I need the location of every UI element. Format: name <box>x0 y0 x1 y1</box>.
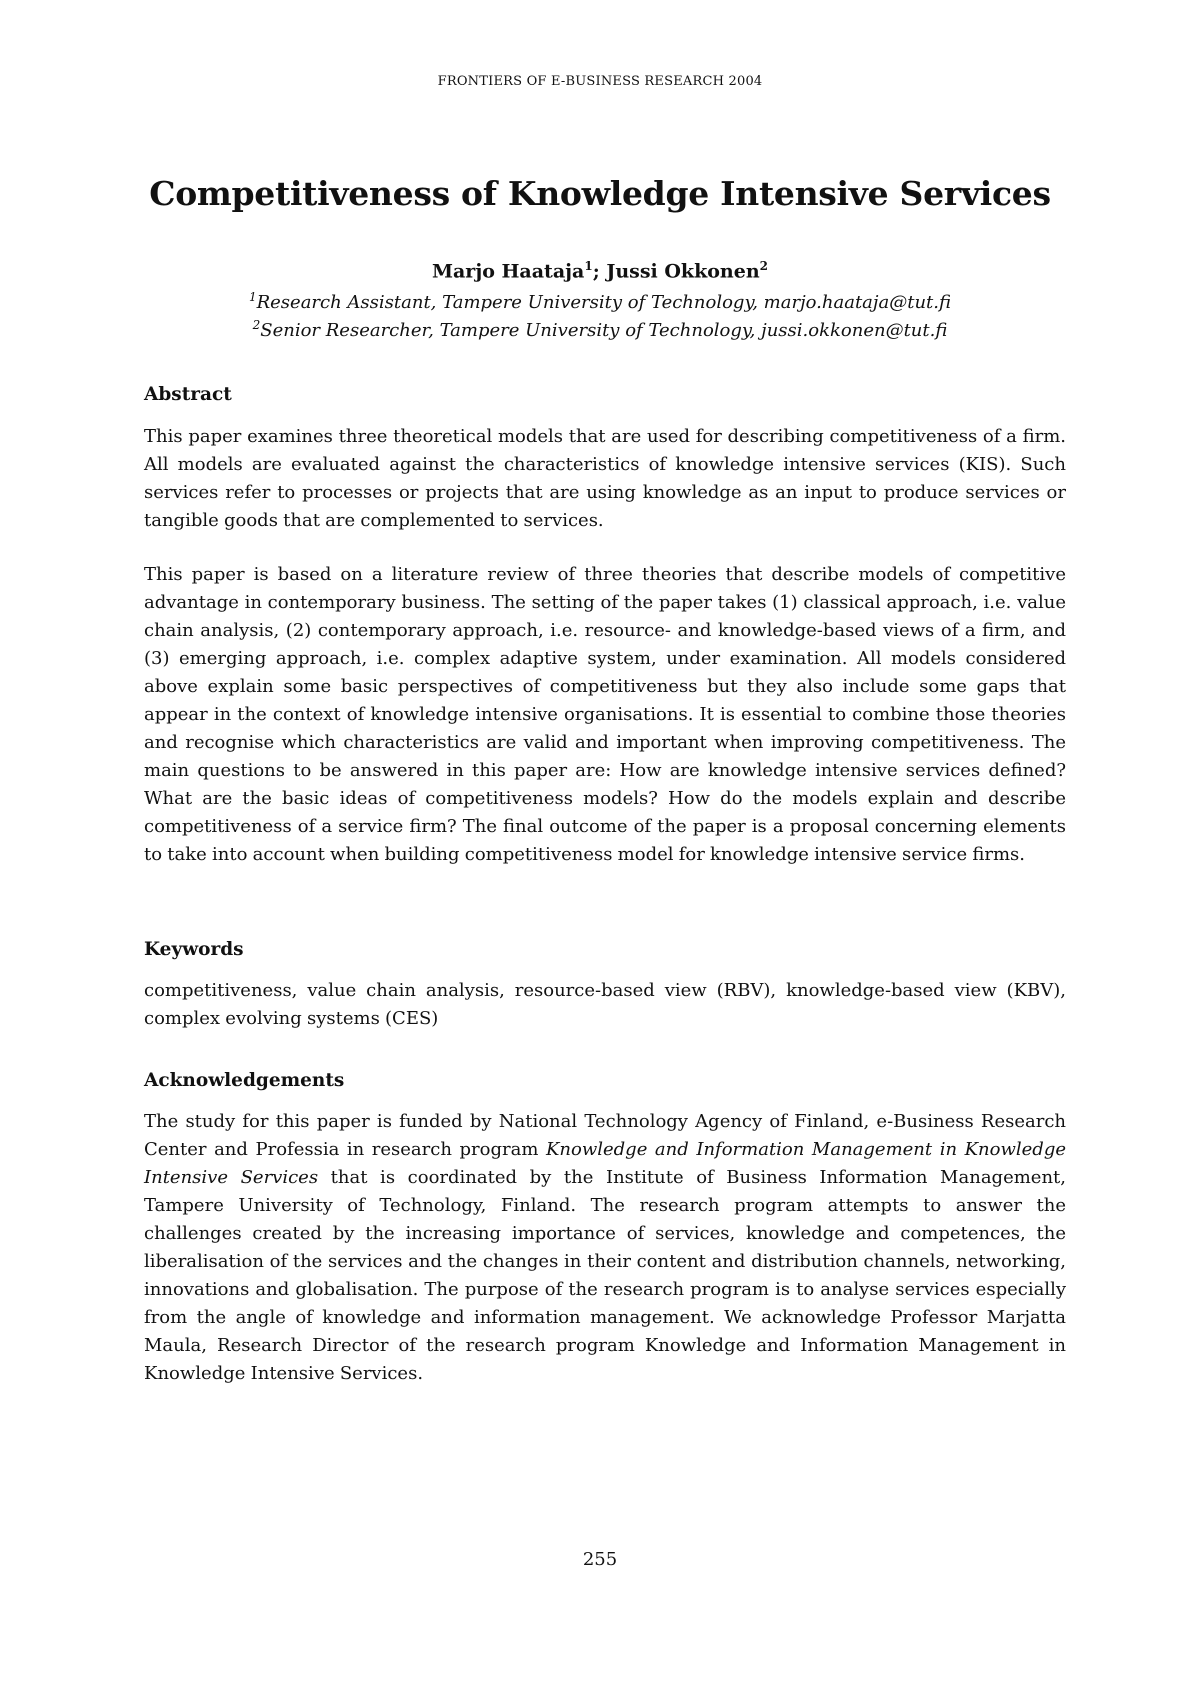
section-heading: Keywords <box>144 939 244 960</box>
keywords-section-heading <box>144 939 1066 960</box>
body-paragraph: This paper examines three theoretical models that are used for describing competitiveness of a firm. All models are evaluated against the characteristics of knowledge intensive services (KIS). Such services refer to processes or projects that are using knowledge as an input to produce services or tangible goods that are complemented to services. <box>144 426 1066 531</box>
affiliation-text: Senior Researcher, Tampere University of Technology, jussi.okkonen@tut.fi <box>260 320 948 341</box>
author-line <box>100 259 1100 282</box>
abstract-section-heading <box>144 384 1066 405</box>
author-separator: ; <box>592 260 607 283</box>
keywords-paragraph <box>144 977 1066 1033</box>
affiliation-text: Research Assistant, Tampere University of Technology, marjo.haataja@tut.fi <box>256 292 952 313</box>
body-paragraph <box>144 1108 1066 1388</box>
author-mark: 1 <box>584 259 593 273</box>
affiliation <box>100 290 1100 313</box>
page-number: 255 <box>582 1549 618 1570</box>
author-mark: 2 <box>759 259 769 273</box>
abstract-paragraph-2 <box>144 561 1066 869</box>
section-heading: Acknowledgements <box>144 1070 345 1091</box>
ack-text-after: that is coordinated by the Institute of Business Information Management, Tampere University of Technology, Finland. The research program attempts to answer the challenges created by the increasing importance of services, knowledge and competences, the liberalisation of the services and the changes in their content and distribution channels, networking, innovations and globalisation. The purpose of the research program is to analyse services especially from the angle of knowledge and information management. We acknowledge Professor Marjatta Maula, Research Director of the research program Knowledge and Information Management in Knowledge Intensive Services. <box>144 1167 1066 1384</box>
body-paragraph: competitiveness, value chain analysis, resource-based view (RBV), knowledge-based view (KBV), complex evolving systems (CES) <box>144 980 1066 1029</box>
body-paragraph: This paper is based on a literature review of three theories that describe models of competitive advantage in contemporary business. The setting of the paper takes (1) classical approach, i.e. value chain analysis, (2) contemporary approach, i.e. resource- and knowledge-based views of a firm, and (3) emerging approach, i.e. complex adaptive system, under examination. All models considered above explain some basic perspectives of competitiveness but they also include some gaps that appear in the context of knowledge intensive organisations. It is essential to combine those theories and recognise which characteristics are valid and important when improving competitiveness. The main questions to be answered in this paper are: How are knowledge intensive services defined? What are the basic ideas of competitiveness models? How do the models explain and describe competitiveness of a service firm? The final outcome of the paper is a proposal concerning elements to take into account when building competitiveness model for knowledge intensive service firms. <box>144 564 1066 865</box>
acknowledgements-section-heading <box>144 1070 1066 1091</box>
running-header: FRONTIERS OF E-BUSINESS RESEARCH 2004 <box>437 74 763 89</box>
program-name-italic: Knowledge and Information Management in Knowledge Intensive Services <box>144 1139 1066 1188</box>
paper-title: Competitiveness of Knowledge Intensive Services <box>149 174 1051 213</box>
abstract-paragraph-1 <box>144 423 1066 535</box>
affiliation-mark: 2 <box>252 318 261 332</box>
affiliation <box>100 318 1100 341</box>
ack-text-before: The study for this paper is funded by National Technology Agency of Finland, e-Business Research Center and Professia in research program <box>144 1111 1066 1160</box>
author-name: Marjo Haataja <box>431 260 585 283</box>
affiliation-mark: 1 <box>248 290 257 304</box>
author-name: Jussi Okkonen <box>606 260 760 283</box>
section-heading: Abstract <box>144 384 232 405</box>
acknowledgements-paragraph <box>144 1108 1066 1388</box>
